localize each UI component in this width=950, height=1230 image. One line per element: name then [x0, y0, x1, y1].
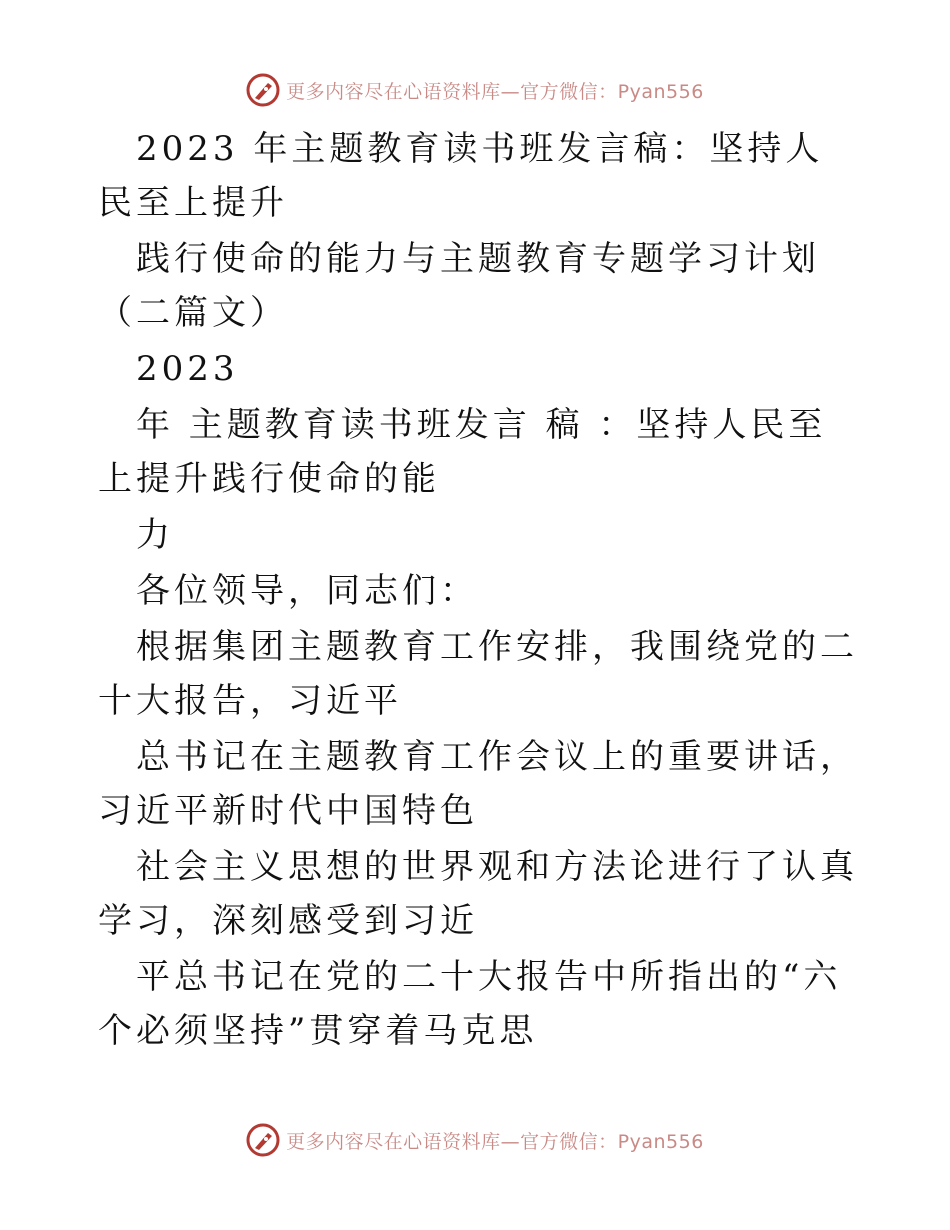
- paragraph: 年 主题教育读书班发言 稿 ：坚持人民至上提升践行使命的能: [98, 405, 827, 499]
- paragraph: 社会主义思想的世界观和方法论进行了认真学习，深刻感受到习近: [98, 847, 858, 941]
- pen-nib-logo-icon: [246, 1123, 280, 1157]
- watermark-text: 更多内容尽在心语资料库—官方微信：Pyan556: [286, 1130, 704, 1153]
- paragraph: 总书记在主题教育工作会议上的重要讲话，习近平新时代中国特色: [98, 737, 858, 831]
- watermark-text: 更多内容尽在心语资料库—官方微信：Pyan556: [286, 80, 704, 103]
- pen-nib-logo-icon: [246, 73, 280, 107]
- paragraph: 践行使命的能力与主题教育专题学习计划（二篇文）: [98, 239, 820, 333]
- paragraph: 平总书记在党的二十大报告中所指出的“六个必须坚持”贯穿着马克思: [98, 957, 842, 1051]
- paragraph: 2023 年主题教育读书班发言稿：坚持人民至上提升: [98, 129, 824, 223]
- document-body: [98, 122, 858, 1060]
- paragraph: 力: [136, 515, 174, 555]
- paragraph: 各位领导，同志们：: [136, 571, 478, 611]
- paragraph: 根据集团主题教育工作安排，我围绕党的二十大报告，习近平: [98, 627, 858, 721]
- header-watermark-banner: [0, 70, 950, 110]
- paragraph: 2023: [136, 349, 239, 389]
- footer-watermark-banner: [0, 1120, 950, 1160]
